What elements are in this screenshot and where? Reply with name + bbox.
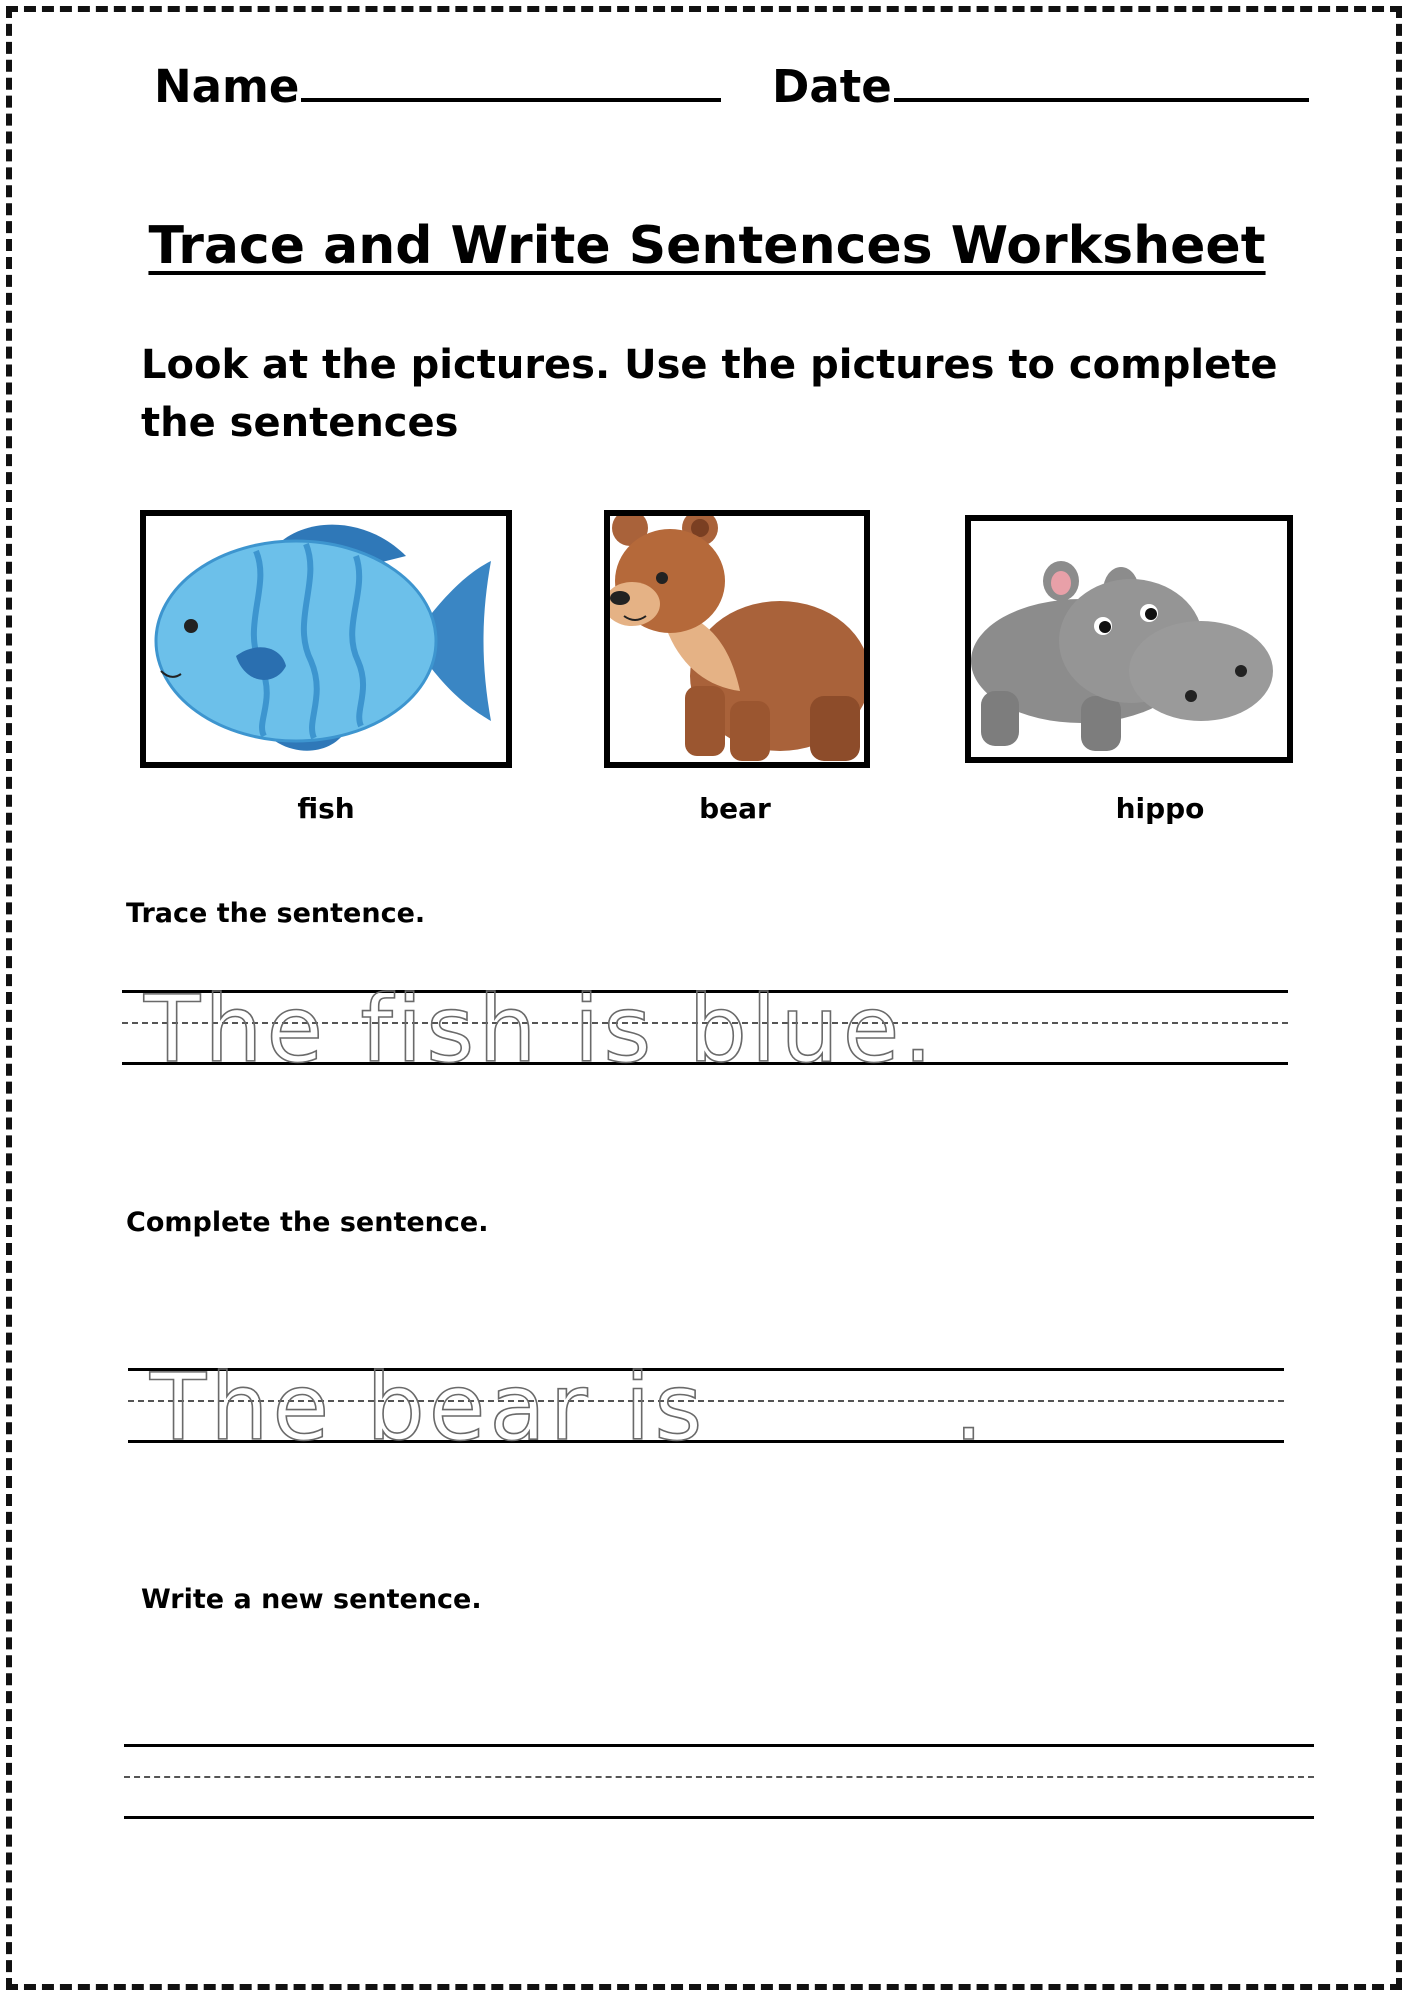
complete-sentence-start: The bear is xyxy=(150,1354,707,1461)
trace-sentence: The fish is blue. xyxy=(144,976,937,1083)
hippo-icon xyxy=(971,521,1287,757)
complete-writing-line[interactable] xyxy=(128,1354,1284,1461)
name-label: Name xyxy=(154,60,300,113)
fish-label: fish xyxy=(297,792,355,825)
bear-icon xyxy=(610,516,864,762)
name-field[interactable] xyxy=(154,58,721,113)
hippo-picture xyxy=(965,515,1293,763)
complete-sentence-period: . xyxy=(954,1354,988,1461)
fish-icon xyxy=(146,516,506,762)
date-blank[interactable] xyxy=(894,58,1309,102)
date-field[interactable] xyxy=(772,58,1309,113)
page-title: Trace and Write Sentences Worksheet xyxy=(148,216,1266,276)
bear-picture xyxy=(604,510,870,768)
write-heading: Write a new sentence. xyxy=(141,1584,482,1615)
write-writing-line[interactable] xyxy=(124,1744,1314,1824)
fish-picture xyxy=(140,510,512,768)
date-label: Date xyxy=(772,60,892,113)
instructions: Look at the pictures. Use the pictures to complete the sentences xyxy=(141,342,1278,446)
complete-heading: Complete the sentence. xyxy=(126,1207,489,1238)
bear-label: bear xyxy=(699,792,771,825)
hippo-label: hippo xyxy=(1115,792,1205,825)
name-blank[interactable] xyxy=(301,58,721,102)
trace-writing-line[interactable] xyxy=(122,976,1288,1083)
trace-heading: Trace the sentence. xyxy=(126,898,426,929)
